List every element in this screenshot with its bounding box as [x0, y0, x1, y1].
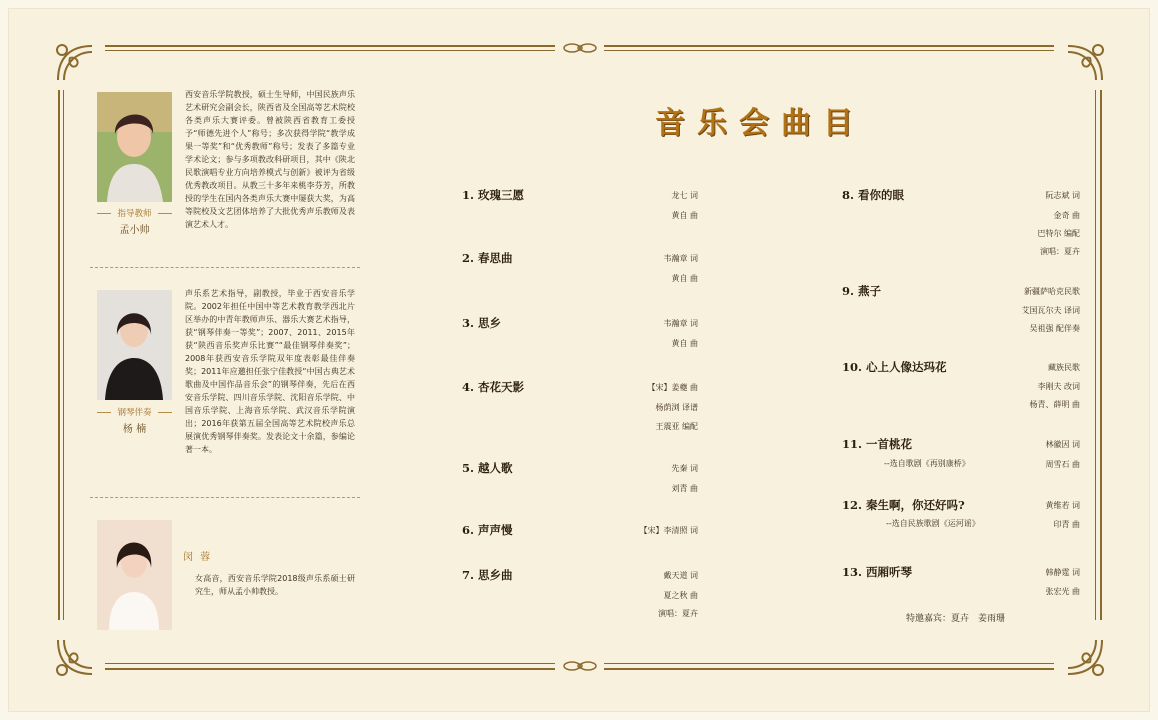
border-left	[58, 90, 60, 620]
song-credit: 演唱：夏卉	[1040, 247, 1080, 256]
person-bio: 西安音乐学院教授，硕士生导师，中国民族声乐艺术研究会副会长，陕西省及全国高等艺术院校各类声乐大赛评委。曾被陕西省教育工委授予“师德先进个人”称号；多次获得学院“教学成果一等奖”和“优秀教师”称号；发表了多篇专业学术论文；参与多项教改科研项目，其中《陕北民歌演唱专业方向培养模式与创新》被评为省级优秀教改项目。从教三十多年来桃李芬芳，所教授的学生在国内各类声乐大赛中屡获大奖，为高等院校及文艺团体培养了大批优秀声乐教师及表演艺术人才。	[185, 90, 355, 229]
person-role: 指导教师	[117, 209, 152, 219]
song-credit: 刘青 曲	[671, 484, 698, 493]
song-title: 3. 思乡	[462, 316, 502, 330]
center-ornament-icon	[560, 41, 600, 55]
song-credit: 先秦 词	[671, 464, 698, 473]
avatar	[97, 520, 172, 630]
song-credit: 阮志斌 词	[1045, 191, 1080, 200]
song-credit: 韦瀚章 词	[663, 319, 698, 328]
song-credit: 杨青、薛明 曲	[1029, 400, 1080, 409]
song-subtitle: --选自民族歌剧《运河谣》	[886, 519, 980, 528]
song-subtitle: --选自歌剧《再别康桥》	[884, 459, 970, 468]
border-top-inner	[105, 50, 555, 51]
corner-ornament-icon	[50, 38, 100, 88]
song-title: 9. 燕子	[842, 284, 882, 298]
border-bottom	[105, 668, 555, 670]
person-name: 闵 蓉	[183, 552, 213, 563]
paper-background	[8, 8, 1150, 712]
page-title: 音乐会曲目	[655, 106, 865, 141]
song-credit: 韩静霆 词	[1045, 568, 1080, 577]
song-title: 4. 杏花天影	[462, 380, 525, 394]
person-bio: 声乐系艺术指导，副教授，毕业于西安音乐学院。2002年担任中国中等艺术教育教学西北片区举办的中青年教师声乐、器乐大赛艺术指导，获“钢琴伴奏一等奖”；2007、2011、2015年获“陕西音乐奖声乐比赛”“最佳钢琴伴奏奖”；2008年获西安音乐学院双年度表彰最佳伴奏奖；2011年应邀担任张宁佳教授“中国古典艺术歌曲及中国作品音乐会”的钢琴伴奏，先后在西安音乐学院、四川音乐学院、沈阳音乐学院、中国音乐学院、上海音乐学院、武汉音乐学院演出；2016年获第五届全国高等艺术院校声乐总展演优秀钢琴伴奏奖。发表论文十余篇，参编论著一本。	[185, 289, 355, 454]
song-title: 6. 声声慢	[462, 523, 513, 537]
border-top	[105, 45, 555, 47]
song-title: 8. 看你的眼	[842, 188, 905, 202]
song-credit: 黄自 曲	[671, 211, 698, 220]
song-credit: 戴天道 词	[663, 571, 698, 580]
song-credit: 演唱：夏卉	[658, 609, 698, 618]
song-credit: 王震亚 编配	[655, 422, 698, 431]
border-right	[1100, 90, 1102, 620]
border-left-inner	[63, 90, 64, 620]
song-credit: 【宋】李清照 词	[639, 526, 698, 535]
song-title: 1. 玫瑰三愿	[462, 188, 525, 202]
corner-ornament-icon	[1060, 38, 1110, 88]
person-role: 钢琴伴奏	[117, 408, 152, 418]
border-bottom-inner-right	[604, 663, 1054, 664]
song-credit: 黄维若 词	[1045, 501, 1080, 510]
border-top-inner-right	[604, 50, 1054, 51]
song-credit: 夏之秋 曲	[663, 591, 698, 600]
song-credit: 金奇 曲	[1053, 211, 1080, 220]
avatar	[97, 92, 172, 202]
song-credit: 韦瀚章 词	[663, 254, 698, 263]
song-credit: 张宏光 曲	[1045, 587, 1080, 596]
song-credit: 李刚夫 改词	[1037, 382, 1080, 391]
song-credit: 【宋】姜夔 曲	[647, 383, 698, 392]
song-title: 13. 西厢听琴	[842, 565, 913, 579]
song-title: 10. 心上人像达玛花	[842, 360, 947, 374]
song-credit: 印青 曲	[1053, 520, 1080, 529]
center-ornament-icon	[560, 659, 600, 673]
special-guests: 特邀嘉宾：夏卉 姜雨珊	[906, 614, 1006, 624]
song-credit: 巴特尔 编配	[1037, 229, 1080, 238]
song-credit: 龙七 词	[671, 191, 698, 200]
border-bottom-right	[604, 668, 1054, 670]
border-right-inner	[1095, 90, 1096, 620]
border-top-right	[604, 45, 1054, 47]
song-credit: 艾国瓦尔夫 译词	[1021, 306, 1080, 315]
song-title: 5. 越人歌	[462, 461, 513, 475]
song-title: 2. 春思曲	[462, 251, 513, 265]
person-name: 孟小帅	[119, 225, 150, 236]
section-divider	[90, 497, 360, 498]
section-divider	[90, 267, 360, 268]
song-title: 11. 一首桃花	[842, 437, 913, 451]
person-bio: 女高音，西安音乐学院2018级声乐系硕士研究生，师从孟小帅教授。	[195, 574, 355, 596]
corner-ornament-icon	[50, 632, 100, 682]
song-title: 7. 思乡曲	[462, 568, 513, 582]
border-bottom-inner	[105, 663, 555, 664]
song-credit: 黄自 曲	[671, 274, 698, 283]
song-credit: 杨荫浏 译谱	[655, 403, 698, 412]
song-credit: 黄自 曲	[671, 339, 698, 348]
song-credit: 周雪石 曲	[1045, 460, 1080, 469]
song-credit: 林徽因 词	[1045, 440, 1080, 449]
song-credit: 新疆萨哈克民歌	[1024, 287, 1080, 296]
person-name: 杨 楠	[122, 424, 147, 435]
song-credit: 藏族民歌	[1048, 363, 1080, 372]
avatar	[97, 290, 172, 400]
song-title: 12. 秦生啊，你还好吗?	[842, 498, 965, 512]
corner-ornament-icon	[1060, 632, 1110, 682]
song-credit: 吴祖强 配伴奏	[1029, 324, 1080, 333]
